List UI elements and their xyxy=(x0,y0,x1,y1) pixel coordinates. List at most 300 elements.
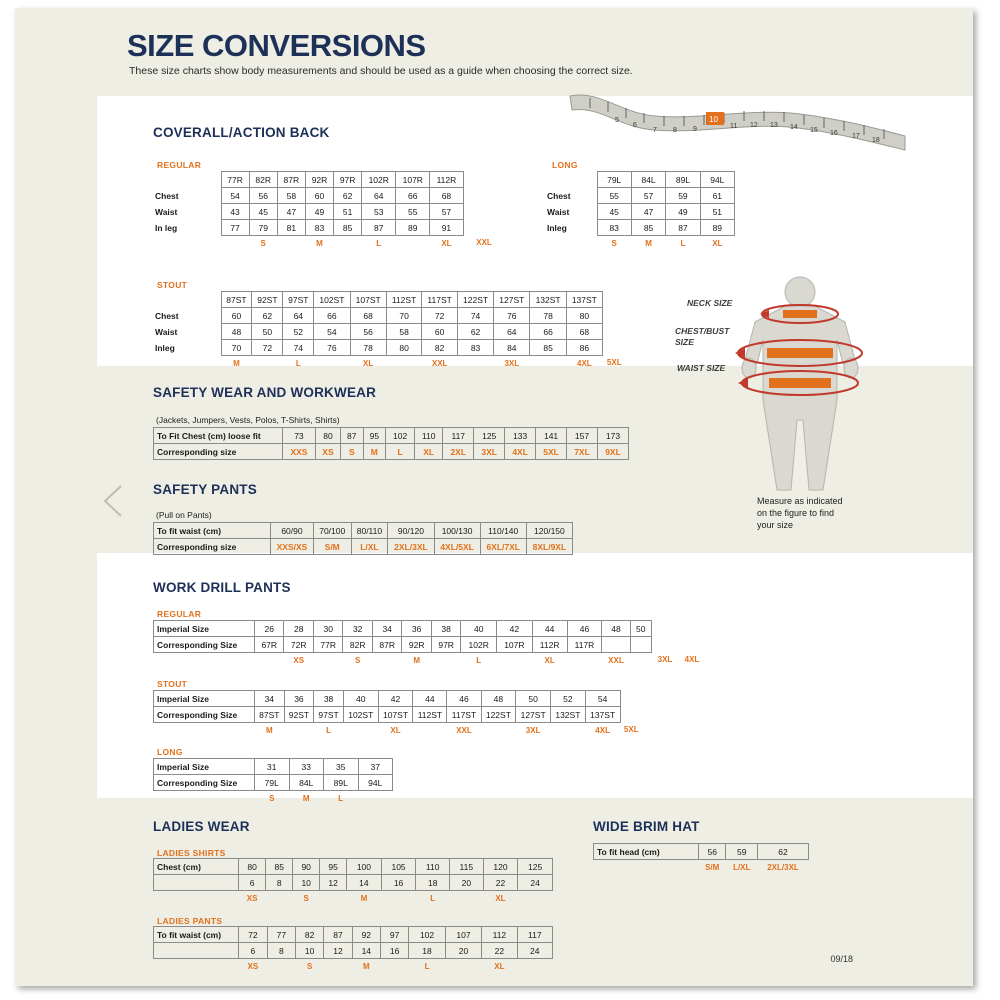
table-cell: 24 xyxy=(518,875,553,891)
size-cell xyxy=(334,236,362,252)
size-cell: 3XL xyxy=(657,655,673,665)
table-cell-label: Chest xyxy=(545,188,597,204)
table-cell: 107R xyxy=(396,172,430,188)
table-cell: 12 xyxy=(320,875,347,891)
svg-text:10: 10 xyxy=(709,115,718,124)
table-cell: 77R xyxy=(221,172,249,188)
table-cell: 72R xyxy=(284,637,313,653)
svg-text:16: 16 xyxy=(830,130,838,137)
size-cell: S xyxy=(611,238,617,248)
label-coverall-regular: REGULAR xyxy=(157,160,202,170)
table-cell: 90/120 xyxy=(388,523,434,539)
table-cell: 66 xyxy=(314,308,350,324)
table-cell: 18 xyxy=(409,943,445,959)
table-cell-label: To Fit Chest (cm) loose fit xyxy=(154,428,283,444)
table-cell: 94L xyxy=(358,775,393,791)
svg-text:5: 5 xyxy=(615,117,619,124)
table-cell: 48 xyxy=(602,621,630,637)
table-cell: 127ST xyxy=(516,707,551,723)
label-workdrill-regular: REGULAR xyxy=(157,609,202,619)
section-title-safetywear: SAFETY WEAR AND WORKWEAR xyxy=(153,385,377,400)
table-cell: 6 xyxy=(239,875,266,891)
table-cell: 55 xyxy=(597,188,631,204)
table-cell: 77 xyxy=(267,927,295,943)
table-cell: 33 xyxy=(289,759,324,775)
table-cell xyxy=(153,356,221,372)
table-workdrill-regular xyxy=(153,620,706,668)
table-cell: 120 xyxy=(483,859,518,875)
size-cell: XL xyxy=(494,961,505,971)
table-row-sizes xyxy=(594,860,809,876)
table-cell: 92 xyxy=(352,927,380,943)
label-workdrill-long: LONG xyxy=(157,747,183,757)
table-cell: 117 xyxy=(443,428,474,444)
section-title-coverall: COVERALL/ACTION BACK xyxy=(153,125,330,140)
table-cell: 62 xyxy=(457,324,493,340)
table-row-sizes xyxy=(153,236,498,252)
size-cell xyxy=(381,891,416,907)
table-cell: 84 xyxy=(494,340,530,356)
table-cell xyxy=(630,637,651,653)
table-cell: 77 xyxy=(221,220,249,236)
table-cell: 120/150 xyxy=(526,523,572,539)
table-cell: 141 xyxy=(536,428,567,444)
table-cell: 80 xyxy=(315,428,340,444)
table-cell-label: Corresponding Size xyxy=(154,637,255,653)
table-cell: 36 xyxy=(284,691,314,707)
table-cell: 44 xyxy=(413,691,447,707)
table-cell: 125 xyxy=(474,428,505,444)
section-title-safetypants: SAFETY PANTS xyxy=(153,482,257,497)
table-cell: 59 xyxy=(726,844,758,860)
table-cell: 102ST xyxy=(343,707,378,723)
size-cell xyxy=(431,653,460,669)
table-cell: 34 xyxy=(372,621,401,637)
svg-text:18: 18 xyxy=(872,137,880,144)
table-cell: 92ST xyxy=(284,707,314,723)
size-cell xyxy=(277,236,305,252)
table-cell: 73 xyxy=(283,428,316,444)
table-cell: 117R xyxy=(567,637,602,653)
page-subtitle: These size charts show body measurements and should be used as a guide when choosing the correct size. xyxy=(129,65,633,77)
table-cell: 57 xyxy=(430,204,463,220)
table-cell: 84L xyxy=(289,775,324,791)
size-cell xyxy=(252,356,283,372)
table-cell: 35 xyxy=(324,759,359,775)
table-cell: 53 xyxy=(362,204,396,220)
table-cell: 91 xyxy=(430,220,463,236)
table-cell: 30 xyxy=(313,621,342,637)
table-cell: 80 xyxy=(239,859,266,875)
size-cell: S xyxy=(303,893,309,903)
table-row xyxy=(154,775,393,791)
size-cell: 4XL xyxy=(684,655,700,665)
table-cell: 20 xyxy=(450,875,484,891)
table-row-sizes xyxy=(545,236,735,252)
table-cell: 82R xyxy=(249,172,277,188)
table-cell: 42 xyxy=(378,691,413,707)
table-cell: 67R xyxy=(255,637,284,653)
table-row-sizes xyxy=(153,356,626,372)
note-safetywear: (Jackets, Jumpers, Vests, Polos, T-Shirts, Shirts) xyxy=(156,415,340,425)
tape-measure-icon xyxy=(560,88,910,158)
svg-text:9: 9 xyxy=(693,126,697,133)
size-cell xyxy=(313,653,342,669)
size-cell: 4XL xyxy=(577,358,592,368)
table-cell-label xyxy=(154,875,239,891)
table-cell: 85 xyxy=(530,340,566,356)
table-cell: 48 xyxy=(481,691,516,707)
label-ladies-shirts: LADIES SHIRTS xyxy=(157,848,226,858)
table-cell: 60 xyxy=(221,308,252,324)
table-cell: 58 xyxy=(386,324,422,340)
table-ladies-pants xyxy=(153,926,553,974)
table-cell: 82R xyxy=(343,637,372,653)
table-cell: 60/90 xyxy=(271,523,314,539)
size-cell xyxy=(380,959,408,975)
table-cell: 117ST xyxy=(447,707,481,723)
svg-text:12: 12 xyxy=(750,122,758,129)
size-cell xyxy=(221,236,249,252)
size-cell: L xyxy=(424,961,430,971)
size-cell: 7XL xyxy=(567,444,598,460)
size-cell: S xyxy=(260,238,266,248)
table-cell: 79 xyxy=(249,220,277,236)
size-cell: XXS/XS xyxy=(271,539,314,555)
table-cell: 112ST xyxy=(386,292,422,308)
table-cell: 81 xyxy=(277,220,305,236)
table-cell: 68 xyxy=(430,188,463,204)
table-row xyxy=(545,172,735,188)
table-cell: 87 xyxy=(362,220,396,236)
table-cell: 68 xyxy=(566,324,602,340)
size-cell: S xyxy=(341,444,364,460)
table-cell: 94L xyxy=(700,172,734,188)
table-cell: 127ST xyxy=(494,292,530,308)
table-cell: 46 xyxy=(447,691,481,707)
size-cell: M xyxy=(363,444,386,460)
size-cell xyxy=(530,356,566,372)
table-cell: 87ST xyxy=(221,292,252,308)
size-cell: 2XL/3XL xyxy=(388,539,434,555)
table-cell: 97ST xyxy=(314,707,344,723)
table-cell: 97R xyxy=(334,172,362,188)
table-cell: 110 xyxy=(415,428,443,444)
size-cell xyxy=(314,356,350,372)
table-cell: 102 xyxy=(386,428,415,444)
table-cell-label: Corresponding size xyxy=(154,539,271,555)
table-cell: 85 xyxy=(334,220,362,236)
size-cell xyxy=(517,959,552,975)
table-cell xyxy=(153,172,221,188)
table-cell: 14 xyxy=(347,875,382,891)
size-cell: XXL xyxy=(608,655,624,665)
table-cell: 115 xyxy=(450,859,484,875)
table-cell: 32 xyxy=(343,621,372,637)
table-cell: 60 xyxy=(305,188,333,204)
footer-date: 09/18 xyxy=(830,954,853,964)
table-cell: 89 xyxy=(700,220,734,236)
table-cell: 38 xyxy=(431,621,460,637)
table-cell: 76 xyxy=(314,340,350,356)
table-cell: 48 xyxy=(221,324,252,340)
table-cell: 92R xyxy=(305,172,333,188)
table-cell: 50 xyxy=(630,621,651,637)
table-cell: 112R xyxy=(532,637,567,653)
table-cell xyxy=(594,860,699,876)
size-cell: XL xyxy=(712,238,723,248)
table-cell: 76 xyxy=(494,308,530,324)
table-cell: 72 xyxy=(239,927,268,943)
size-cell: L xyxy=(476,655,482,665)
table-row xyxy=(154,637,706,653)
table-cell: 40 xyxy=(461,621,497,637)
table-cell: 46 xyxy=(567,621,602,637)
table-cell xyxy=(154,723,255,739)
size-cell: XL xyxy=(415,444,443,460)
table-cell: 137ST xyxy=(585,707,620,723)
table-workdrill-long xyxy=(153,758,393,806)
table-row xyxy=(154,621,706,637)
size-cell xyxy=(413,723,447,739)
table-cell-label: To fit waist (cm) xyxy=(154,523,271,539)
table-row xyxy=(153,292,626,308)
table-ladies-shirts xyxy=(153,858,553,906)
table-cell-label: Chest xyxy=(153,188,221,204)
svg-text:7: 7 xyxy=(653,127,657,134)
size-cell: L xyxy=(295,358,301,368)
size-cell: 4XL xyxy=(595,725,610,735)
table-cell: 10 xyxy=(293,875,320,891)
size-cell: XXS xyxy=(283,444,316,460)
table-hat xyxy=(593,843,809,875)
table-cell: 83 xyxy=(457,340,493,356)
table-row xyxy=(154,428,629,444)
table-cell-label: To fit waist (cm) xyxy=(154,927,239,943)
table-cell: 31 xyxy=(255,759,290,775)
table-cell: 47 xyxy=(631,204,665,220)
table-cell: 50 xyxy=(252,324,283,340)
table-row xyxy=(153,172,498,188)
table-row xyxy=(153,220,498,236)
table-coverall-stout xyxy=(153,291,626,371)
table-coverall-long xyxy=(545,171,735,251)
table-cell: 36 xyxy=(402,621,431,637)
table-row xyxy=(153,204,498,220)
size-cell: L/XL xyxy=(351,539,388,555)
size-cell: M xyxy=(360,893,368,903)
size-cell: XS xyxy=(247,961,259,971)
table-cell: 70/100 xyxy=(313,523,351,539)
size-cell: 3XL xyxy=(474,444,505,460)
size-cell xyxy=(551,723,586,739)
table-cell: 50 xyxy=(516,691,551,707)
table-cell: 70 xyxy=(221,340,252,356)
table-cell: 8 xyxy=(267,943,295,959)
table-cell: 52 xyxy=(551,691,586,707)
table-cell: 8 xyxy=(266,875,293,891)
table-cell: 62 xyxy=(334,188,362,204)
table-cell: 45 xyxy=(597,204,631,220)
table-cell-label: Waist xyxy=(153,324,221,340)
table-cell-label: Chest xyxy=(153,308,221,324)
size-cell: L xyxy=(338,793,344,803)
svg-text:14: 14 xyxy=(790,124,798,131)
table-cell: 45 xyxy=(249,204,277,220)
table-cell: 157 xyxy=(567,428,598,444)
table-row xyxy=(154,707,643,723)
table-cell xyxy=(153,292,221,308)
size-cell: L xyxy=(680,238,686,248)
size-cell: L xyxy=(376,238,382,248)
table-cell: 110/140 xyxy=(480,523,526,539)
table-row xyxy=(153,188,498,204)
table-cell: 22 xyxy=(482,943,517,959)
size-cell xyxy=(358,791,393,807)
size-cell: M xyxy=(316,238,323,248)
section-title-ladies: LADIES WEAR xyxy=(153,819,250,834)
table-cell: 87 xyxy=(324,927,352,943)
table-row-sizes xyxy=(154,891,553,907)
size-cell: S/M xyxy=(705,862,720,872)
table-cell: 85 xyxy=(631,220,665,236)
table-cell-label: Inleg xyxy=(545,220,597,236)
table-cell: 56 xyxy=(249,188,277,204)
page-title: SIZE CONVERSIONS xyxy=(127,28,426,63)
size-cell xyxy=(284,723,314,739)
table-cell: 86 xyxy=(566,340,602,356)
size-cell: XL xyxy=(390,725,401,735)
table-cell: 117 xyxy=(517,927,552,943)
table-cell: 62 xyxy=(252,308,283,324)
size-cell xyxy=(320,891,347,907)
table-cell: 55 xyxy=(396,204,430,220)
table-cell-label: Chest (cm) xyxy=(154,859,239,875)
table-row xyxy=(153,324,626,340)
svg-text:17: 17 xyxy=(852,133,860,140)
table-cell: 40 xyxy=(343,691,378,707)
table-cell: 89L xyxy=(324,775,359,791)
table-cell: 107 xyxy=(445,927,481,943)
size-cell xyxy=(630,653,651,669)
table-cell: 82 xyxy=(422,340,458,356)
table-cell xyxy=(154,891,239,907)
table-cell: 79L xyxy=(255,775,290,791)
table-cell: 51 xyxy=(700,204,734,220)
table-row xyxy=(545,204,735,220)
section-title-hat: WIDE BRIM HAT xyxy=(593,819,700,834)
table-cell: 105 xyxy=(381,859,416,875)
table-cell: 117ST xyxy=(422,292,458,308)
table-cell: 107ST xyxy=(350,292,386,308)
table-cell: 102R xyxy=(461,637,497,653)
table-cell: 132ST xyxy=(530,292,566,308)
size-cell: 3XL xyxy=(525,725,541,735)
table-cell: 112R xyxy=(430,172,463,188)
table-row xyxy=(154,927,553,943)
table-row xyxy=(154,875,553,891)
table-cell: 102 xyxy=(409,927,445,943)
size-cell xyxy=(372,653,401,669)
table-cell xyxy=(154,791,255,807)
table-cell: 97R xyxy=(431,637,460,653)
size-cell xyxy=(463,236,470,252)
table-cell: 82 xyxy=(296,927,324,943)
table-cell: 22 xyxy=(483,875,518,891)
label-ladies-pants: LADIES PANTS xyxy=(157,916,223,926)
size-cell xyxy=(386,356,422,372)
size-cell: L/XL xyxy=(733,862,751,872)
table-cell: 14 xyxy=(352,943,380,959)
figure-caption: Measure as indicated on the figure to find your size xyxy=(757,496,843,530)
size-cell xyxy=(324,959,352,975)
table-cell: 66 xyxy=(530,324,566,340)
table-cell: 132ST xyxy=(551,707,586,723)
table-row xyxy=(545,188,735,204)
table-cell: 125 xyxy=(518,859,553,875)
size-cell: 2XL xyxy=(443,444,474,460)
size-cell xyxy=(567,653,602,669)
table-cell: 64 xyxy=(362,188,396,204)
table-cell: 62 xyxy=(758,844,809,860)
table-cell: 89 xyxy=(396,220,430,236)
table-cell: 102ST xyxy=(314,292,350,308)
table-safetypants xyxy=(153,522,573,555)
size-cell: XS xyxy=(246,893,258,903)
table-cell: 100/130 xyxy=(434,523,480,539)
size-cell: M xyxy=(302,793,310,803)
table-cell: 87 xyxy=(341,428,364,444)
size-cell: L xyxy=(386,444,415,460)
size-cell xyxy=(445,959,481,975)
table-cell: 66 xyxy=(396,188,430,204)
table-cell: 110 xyxy=(416,859,450,875)
table-cell: 18 xyxy=(416,875,450,891)
table-row-sizes xyxy=(154,723,643,739)
table-cell: 122ST xyxy=(481,707,516,723)
table-cell: 80 xyxy=(386,340,422,356)
table-cell: 79L xyxy=(597,172,631,188)
figure-label-waist: WAIST SIZE xyxy=(677,363,726,373)
size-cell xyxy=(267,959,295,975)
table-cell: 92ST xyxy=(252,292,283,308)
table-cell: 60 xyxy=(422,324,458,340)
table-cell: 64 xyxy=(494,324,530,340)
size-cell xyxy=(497,653,533,669)
table-cell: 56 xyxy=(350,324,386,340)
table-cell xyxy=(602,637,630,653)
size-cell xyxy=(343,723,378,739)
table-cell-label: To fit head (cm) xyxy=(594,844,699,860)
table-row xyxy=(154,759,393,775)
table-cell: 49 xyxy=(666,204,700,220)
table-cell: 68 xyxy=(350,308,386,324)
figure-label-neck: NECK SIZE xyxy=(687,298,733,308)
table-cell-label: In leg xyxy=(153,220,221,236)
table-cell: 107R xyxy=(497,637,533,653)
svg-text:13: 13 xyxy=(770,122,778,129)
table-cell: 54 xyxy=(221,188,249,204)
table-cell-label: Inleg xyxy=(153,340,221,356)
table-cell: 38 xyxy=(314,691,344,707)
size-cell: M xyxy=(362,961,370,971)
table-cell-label: Imperial Size xyxy=(154,621,255,637)
table-cell: 83 xyxy=(305,220,333,236)
table-cell: 61 xyxy=(700,188,734,204)
page-turn-arrow-icon[interactable] xyxy=(101,484,125,518)
table-cell: 89L xyxy=(666,172,700,188)
size-cell: 6XL/7XL xyxy=(480,539,526,555)
